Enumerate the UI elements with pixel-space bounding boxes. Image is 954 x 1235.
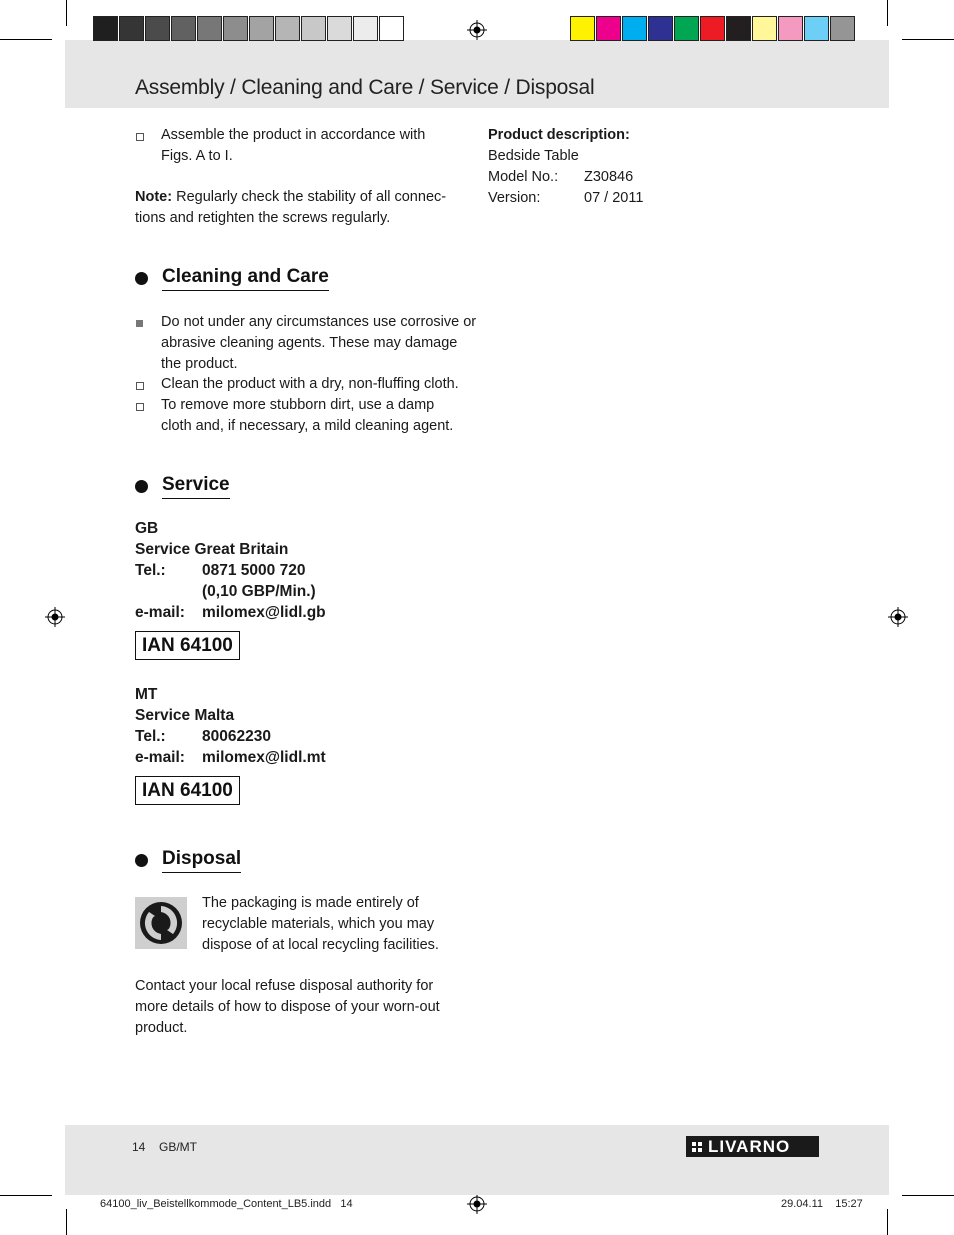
crop-mark — [887, 1209, 888, 1235]
color-swatch — [119, 16, 144, 41]
tel-value: 80062230 — [202, 728, 271, 745]
color-swatch — [353, 16, 378, 41]
assembly-item — [161, 125, 425, 167]
registration-mark-icon — [45, 607, 65, 627]
checkbox-bullet-icon — [136, 133, 144, 141]
color-swatch — [726, 16, 751, 41]
service-name: Service Great Britain — [135, 541, 289, 558]
color-swatch — [249, 16, 274, 41]
crop-mark — [66, 0, 67, 26]
color-swatch — [379, 16, 404, 41]
page-title: Assembly / Cleaning and Care / Service / Disposal — [135, 76, 595, 99]
filled-square-bullet-icon — [136, 320, 143, 327]
service-section-heading — [135, 474, 230, 499]
crop-mark — [66, 1209, 67, 1235]
packaging-line: The packaging is made entirely of — [202, 895, 419, 911]
cleaning-item-2: Clean the product with a dry, non-fluffing cloth. — [161, 376, 459, 392]
cleaning-item-line: abrasive cleaning agents. These may damage — [161, 335, 458, 351]
email-value: milomex@lidl.mt — [202, 749, 326, 766]
language-code: GB/MT — [159, 1140, 197, 1154]
crop-mark — [0, 39, 52, 40]
crop-mark — [902, 39, 954, 40]
cleaning-item-line: the product. — [161, 356, 238, 372]
color-swatch — [752, 16, 777, 41]
section-title: Cleaning and Care — [162, 266, 329, 291]
color-swatch — [648, 16, 673, 41]
green-dot-recycling-icon — [135, 897, 187, 949]
color-swatch — [804, 16, 829, 41]
ian-box: IAN 64100 — [135, 631, 240, 660]
cleaning-item-line: Do not under any circumstances use corrosive or — [161, 314, 477, 330]
service-name: Service Malta — [135, 707, 235, 724]
file-info: 64100_liv_Beistellkommode_Content_LB5.indd 14 — [100, 1198, 353, 1210]
assembly-note — [135, 187, 446, 229]
product-name: Bedside Table — [488, 148, 579, 164]
color-swatch — [674, 16, 699, 41]
email-label: e-mail: — [135, 749, 185, 766]
brand-mark-icon — [692, 1142, 702, 1152]
cleaning-item-1 — [161, 312, 476, 375]
note-text: Regularly check the stability of all connec- — [172, 189, 447, 205]
color-swatch-bar — [570, 16, 856, 43]
color-swatch — [622, 16, 647, 41]
cleaning-item-3 — [161, 395, 453, 437]
color-swatch — [145, 16, 170, 41]
color-swatch — [778, 16, 803, 41]
checkbox-bullet-icon — [136, 403, 144, 411]
disposal-contact-text — [135, 976, 440, 1039]
note-label: Note: — [135, 189, 173, 205]
crop-mark — [902, 1195, 954, 1196]
tel-label: Tel.: — [135, 562, 166, 579]
crop-mark — [0, 1195, 52, 1196]
color-swatch — [275, 16, 300, 41]
contact-line: more details of how to dispose of your worn-out — [135, 999, 440, 1015]
color-swatch — [596, 16, 621, 41]
color-swatch — [197, 16, 222, 41]
assembly-item-line: Assemble the product in accordance with — [161, 127, 426, 143]
page-number: 14 — [132, 1140, 146, 1154]
product-heading: Product description: — [488, 127, 630, 143]
packaging-text — [202, 893, 439, 956]
color-swatch — [93, 16, 118, 41]
service-gb-block — [135, 518, 326, 623]
color-swatch — [570, 16, 595, 41]
email-value: milomex@lidl.gb — [202, 604, 326, 621]
gray-swatch-bar — [93, 16, 405, 43]
cleaning-item-line: cloth and, if necessary, a mild cleaning agent. — [161, 418, 454, 434]
packaging-line: dispose of at local recycling facilities. — [202, 937, 439, 953]
color-swatch — [223, 16, 248, 41]
service-country: MT — [135, 686, 158, 703]
tel-rate: (0,10 GBP/Min.) — [202, 583, 316, 600]
cleaning-item-line: To remove more stubborn dirt, use a damp — [161, 397, 435, 413]
bullet-dot-icon — [135, 854, 148, 867]
livarno-logo — [686, 1136, 819, 1157]
section-title: Disposal — [162, 848, 241, 873]
cleaning-section-heading — [135, 266, 329, 291]
color-swatch — [171, 16, 196, 41]
print-timestamp: 29.04.11 15:27 — [781, 1198, 863, 1210]
checkbox-bullet-icon — [136, 382, 144, 390]
packaging-line: recyclable materials, which you may — [202, 916, 435, 932]
model-label: Model No.: — [488, 169, 559, 185]
contact-line: Contact your local refuse disposal authority for — [135, 978, 434, 994]
contact-line: product. — [135, 1020, 188, 1036]
ian-box: IAN 64100 — [135, 776, 240, 805]
color-swatch — [700, 16, 725, 41]
color-swatch — [327, 16, 352, 41]
registration-mark-icon — [888, 607, 908, 627]
service-country: GB — [135, 520, 159, 537]
color-swatch — [301, 16, 326, 41]
bullet-dot-icon — [135, 272, 148, 285]
service-mt-block — [135, 684, 326, 768]
email-label: e-mail: — [135, 604, 185, 621]
registration-mark-icon — [467, 20, 487, 40]
registration-mark-icon — [467, 1194, 487, 1214]
version-label: Version: — [488, 190, 541, 206]
tel-value: 0871 5000 720 — [202, 562, 306, 579]
tel-label: Tel.: — [135, 728, 166, 745]
brand-name: LIVARNO — [708, 1137, 791, 1156]
product-description — [488, 125, 643, 209]
disposal-section-heading — [135, 848, 241, 873]
note-text: tions and retighten the screws regularly. — [135, 210, 391, 226]
color-swatch — [830, 16, 855, 41]
version-value: 07 / 2011 — [584, 190, 644, 206]
model-value: Z30846 — [584, 169, 634, 185]
section-title: Service — [162, 474, 230, 499]
bullet-dot-icon — [135, 480, 148, 493]
assembly-item-line: Figs. A to I. — [161, 148, 233, 164]
crop-mark — [887, 0, 888, 26]
